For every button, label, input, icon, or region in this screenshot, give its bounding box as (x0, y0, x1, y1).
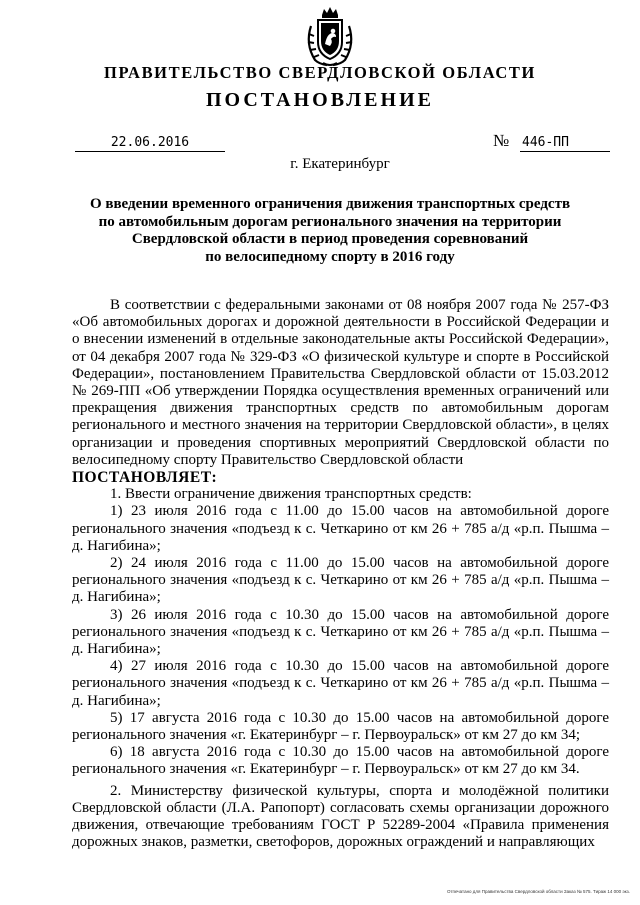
title-line: Свердловской области в период проведения соревнований (131, 231, 529, 247)
city: г. Екатеринбург (290, 156, 390, 172)
decree-body (72, 297, 609, 852)
resolve-heading: ПОСТАНОВЛЯЕТ: (72, 469, 218, 487)
decree-title (60, 196, 600, 266)
title-line: по автомобильным дорогам регионального значения на территории (98, 213, 562, 230)
preamble-paragraph: В соответствии с федеральными законами от 08 ноября 2007 года № 257-ФЗ «Об автомобильных дорогах и дорожной деятельности в Российской Федерации и о внесении изменений в отдельные законодательные акты Российской Федерации», от 04 декабря 2007 года № 329-ФЗ «О физической культуре и спорте в Российской Федерации», постановлением Правительства Свердловской области от 15.03.2012 № 269-ПП «Об утверждении Порядка осуществления временных ограничений или прекращения движения транспортных средств по автомобильным дорогам регионального и местного значения на территории Свердловской области», в целях организации и проведения спортивных мероприятий Свердловской области по велосипедному спорту Правительство Свердловской области (72, 297, 609, 468)
decree-date: 22.06.2016 (75, 135, 225, 152)
item-1: 1. Ввести ограничение движения транспортных средств: (110, 486, 472, 503)
decree-number: 446-ПП (520, 135, 610, 152)
sub-item: 6) 18 августа 2016 года с 10.30 до 15.00 часов на автомобильной дороге регионального значения «г. Екатеринбург – г. Первоуральск» от км 27 до км 34. (72, 744, 609, 778)
print-footer: Отпечатано для Правительства Свердловской области Заказ № 575. Тираж 14 000 экз. (446, 889, 630, 894)
title-line: О введении временного ограничения движения транспортных средств (89, 196, 571, 212)
document-type: ПОСТАНОВЛЕНИЕ (206, 89, 434, 111)
coat-of-arms-emblem-icon (303, 6, 357, 68)
item-2: 2. Министерству физической культуры, спорта и молодёжной политики Свердловской области (Л.А. Рапопорт) согласовать схемы организации дорожного движения, отвечающие требованиям ГОСТ Р 52289-2004 «Правила применения дорожных знаков, разметки, светофоров, дорожных ограждений и направляющих (72, 782, 609, 851)
sub-item: 5) 17 августа 2016 года с 10.30 до 15.00 часов на автомобильной дороге регионального значения «г. Екатеринбург – г. Первоуральск» от км 27 до км 34; (72, 709, 609, 744)
sub-item: 4) 27 июля 2016 года с 10.30 до 15.00 часов на автомобильной дороге регионального значения «подъезд к с. Четкарино от км 26 + 785 а/д «р.п. Пышма – д. Нагибина»; (72, 658, 609, 709)
sub-item: 3) 26 июля 2016 года с 10.30 до 15.00 часов на автомобильной дороге регионального значения «подъезд к с. Четкарино от км 26 + 785 а/д «р.п. Пышма – д. Нагибина»; (72, 606, 609, 658)
number-label: № (493, 131, 510, 150)
sub-item: 1) 23 июля 2016 года с 11.00 до 15.00 часов на автомобильной дороге регионального значения «подъезд к с. Четкарино от км 26 + 785 а/д «р.п. Пышма – д. Нагибина»; (72, 503, 609, 554)
sub-item: 2) 24 июля 2016 года с 11.00 до 15.00 часов на автомобильной дороге регионального значения «подъезд к с. Четкарино от км 26 + 785 а/д «р.п. Пышма – д. Нагибина»; (72, 555, 609, 606)
government-name: ПРАВИТЕЛЬСТВО СВЕРДЛОВСКОЙ ОБЛАСТИ (104, 63, 536, 82)
title-line: по велосипедному спорту в 2016 году (205, 248, 455, 265)
